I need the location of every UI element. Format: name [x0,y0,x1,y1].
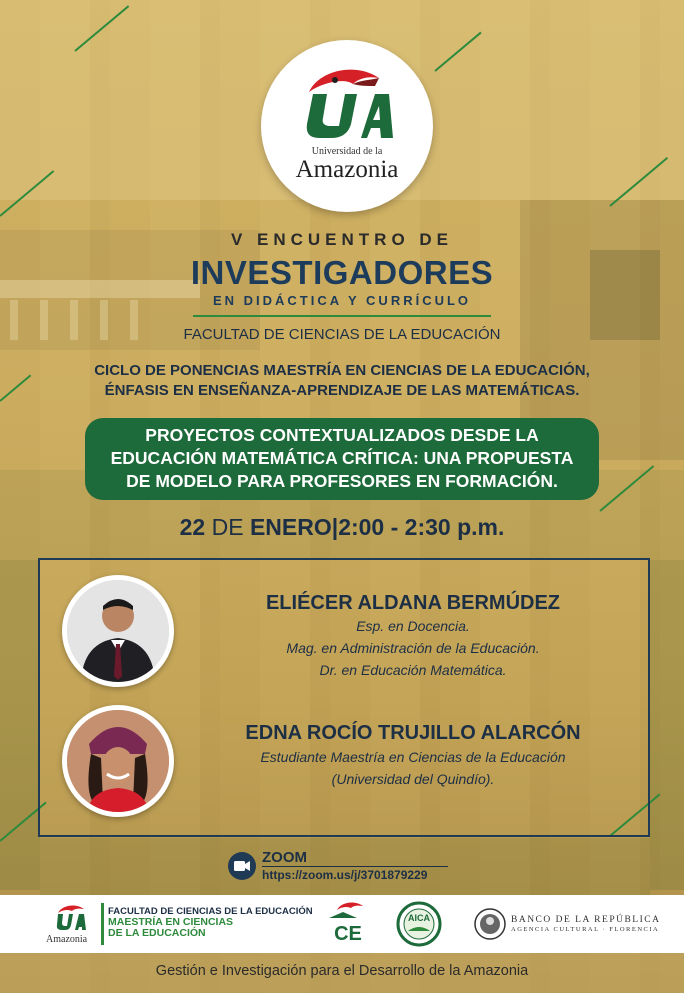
faculty-name: FACULTAD DE CIENCIAS DE LA EDUCACIÓN [183,326,501,343]
event-edition: V ENCUENTRO DE [230,230,454,249]
footer-ua-text: Amazonia [46,934,88,945]
speaker-1-credential: Dr. en Educación Matemática. [319,662,507,678]
university-logo [261,40,433,212]
footer-master-line-1: MAESTRÍA EN CIENCIAS [108,916,234,928]
talk-title-line-2: EDUCACIÓN MATEMÁTICA CRÍTICA: UNA PROPUESTA [110,448,574,468]
footer-ua-logo-icon [54,903,94,933]
date-month: ENERO [249,514,332,540]
event-date-time [0,514,684,541]
event-subtitle: EN DIDÁCTICA Y CURRÍCULO [212,293,472,308]
ce-logo-text: CE [334,923,362,944]
logo-small-text: Universidad de la [311,146,383,157]
date-day: 22 [179,514,206,540]
zoom-underline [262,866,448,867]
cycle-line-2: ÉNFASIS EN ENSEÑANZA-APRENDIZAJE DE LAS MATEMÁTICAS. [104,382,580,399]
time-ampm: p.m. [457,514,505,540]
title-divider [193,315,491,317]
time-range: 2:00 - 2:30 [338,514,451,540]
footer-master [108,917,233,939]
talk-title-banner [85,418,599,500]
footer-master-line-2: DE LA EDUCACIÓN [108,927,206,939]
date-separator: | [331,514,339,540]
zoom-link[interactable]: https://zoom.us/j/3701879229 [262,868,428,882]
zoom-label: ZOOM [262,849,307,866]
footer-slogan: Gestión e Investigación para el Desarrollo de la Amazonia [155,963,529,979]
cycle-line-1: CICLO DE PONENCIAS MAESTRÍA EN CIENCIAS DE LA EDUCACIÓN, [94,362,590,379]
speaker-1-credential: Mag. en Administración de la Educación. [286,640,540,656]
cycle-description [0,361,684,401]
speaker-1-credential: Esp. en Docencia. [356,618,470,634]
speaker-2-credential: Estudiante Maestría en Ciencias de la Educación [260,749,566,765]
speaker-1-portrait [67,580,169,682]
banco-agency: AGENCIA CULTURAL · FLORENCIA [511,926,660,933]
logo-big-text: Amazonia [295,156,399,183]
aica-logo-icon [396,901,442,947]
speaker-2-name: EDNA ROCÍO TRUJILLO ALARCÓN [245,722,581,744]
talk-title-line-1: PROYECTOS CONTEXTUALIZADOS DESDE LA [145,425,539,445]
event-title: INVESTIGADORES [190,254,494,291]
footer-divider [101,903,104,945]
speaker-1-avatar [62,575,174,687]
ce-logo-icon [323,900,373,944]
toucan-ua-logo-icon [261,40,433,150]
talk-title-line-3: DE MODELO PARA PROFESORES EN FORMACIÓN. [126,471,558,491]
speaker-2-portrait [67,710,169,812]
aica-logo-text: AICA [408,913,430,923]
footer-faculty: FACULTAD DE CIENCIAS DE LA EDUCACIÓN [108,906,313,917]
banco-seal-icon [473,907,507,941]
banco-name: BANCO DE LA REPÚBLICA [511,915,661,925]
speaker-1-name: ELIÉCER ALDANA BERMÚDEZ [265,592,561,614]
speaker-2-credential: (Universidad del Quindío). [331,771,495,787]
speaker-2-avatar [62,705,174,817]
date-de: DE [211,514,244,540]
video-camera-icon [228,852,256,880]
